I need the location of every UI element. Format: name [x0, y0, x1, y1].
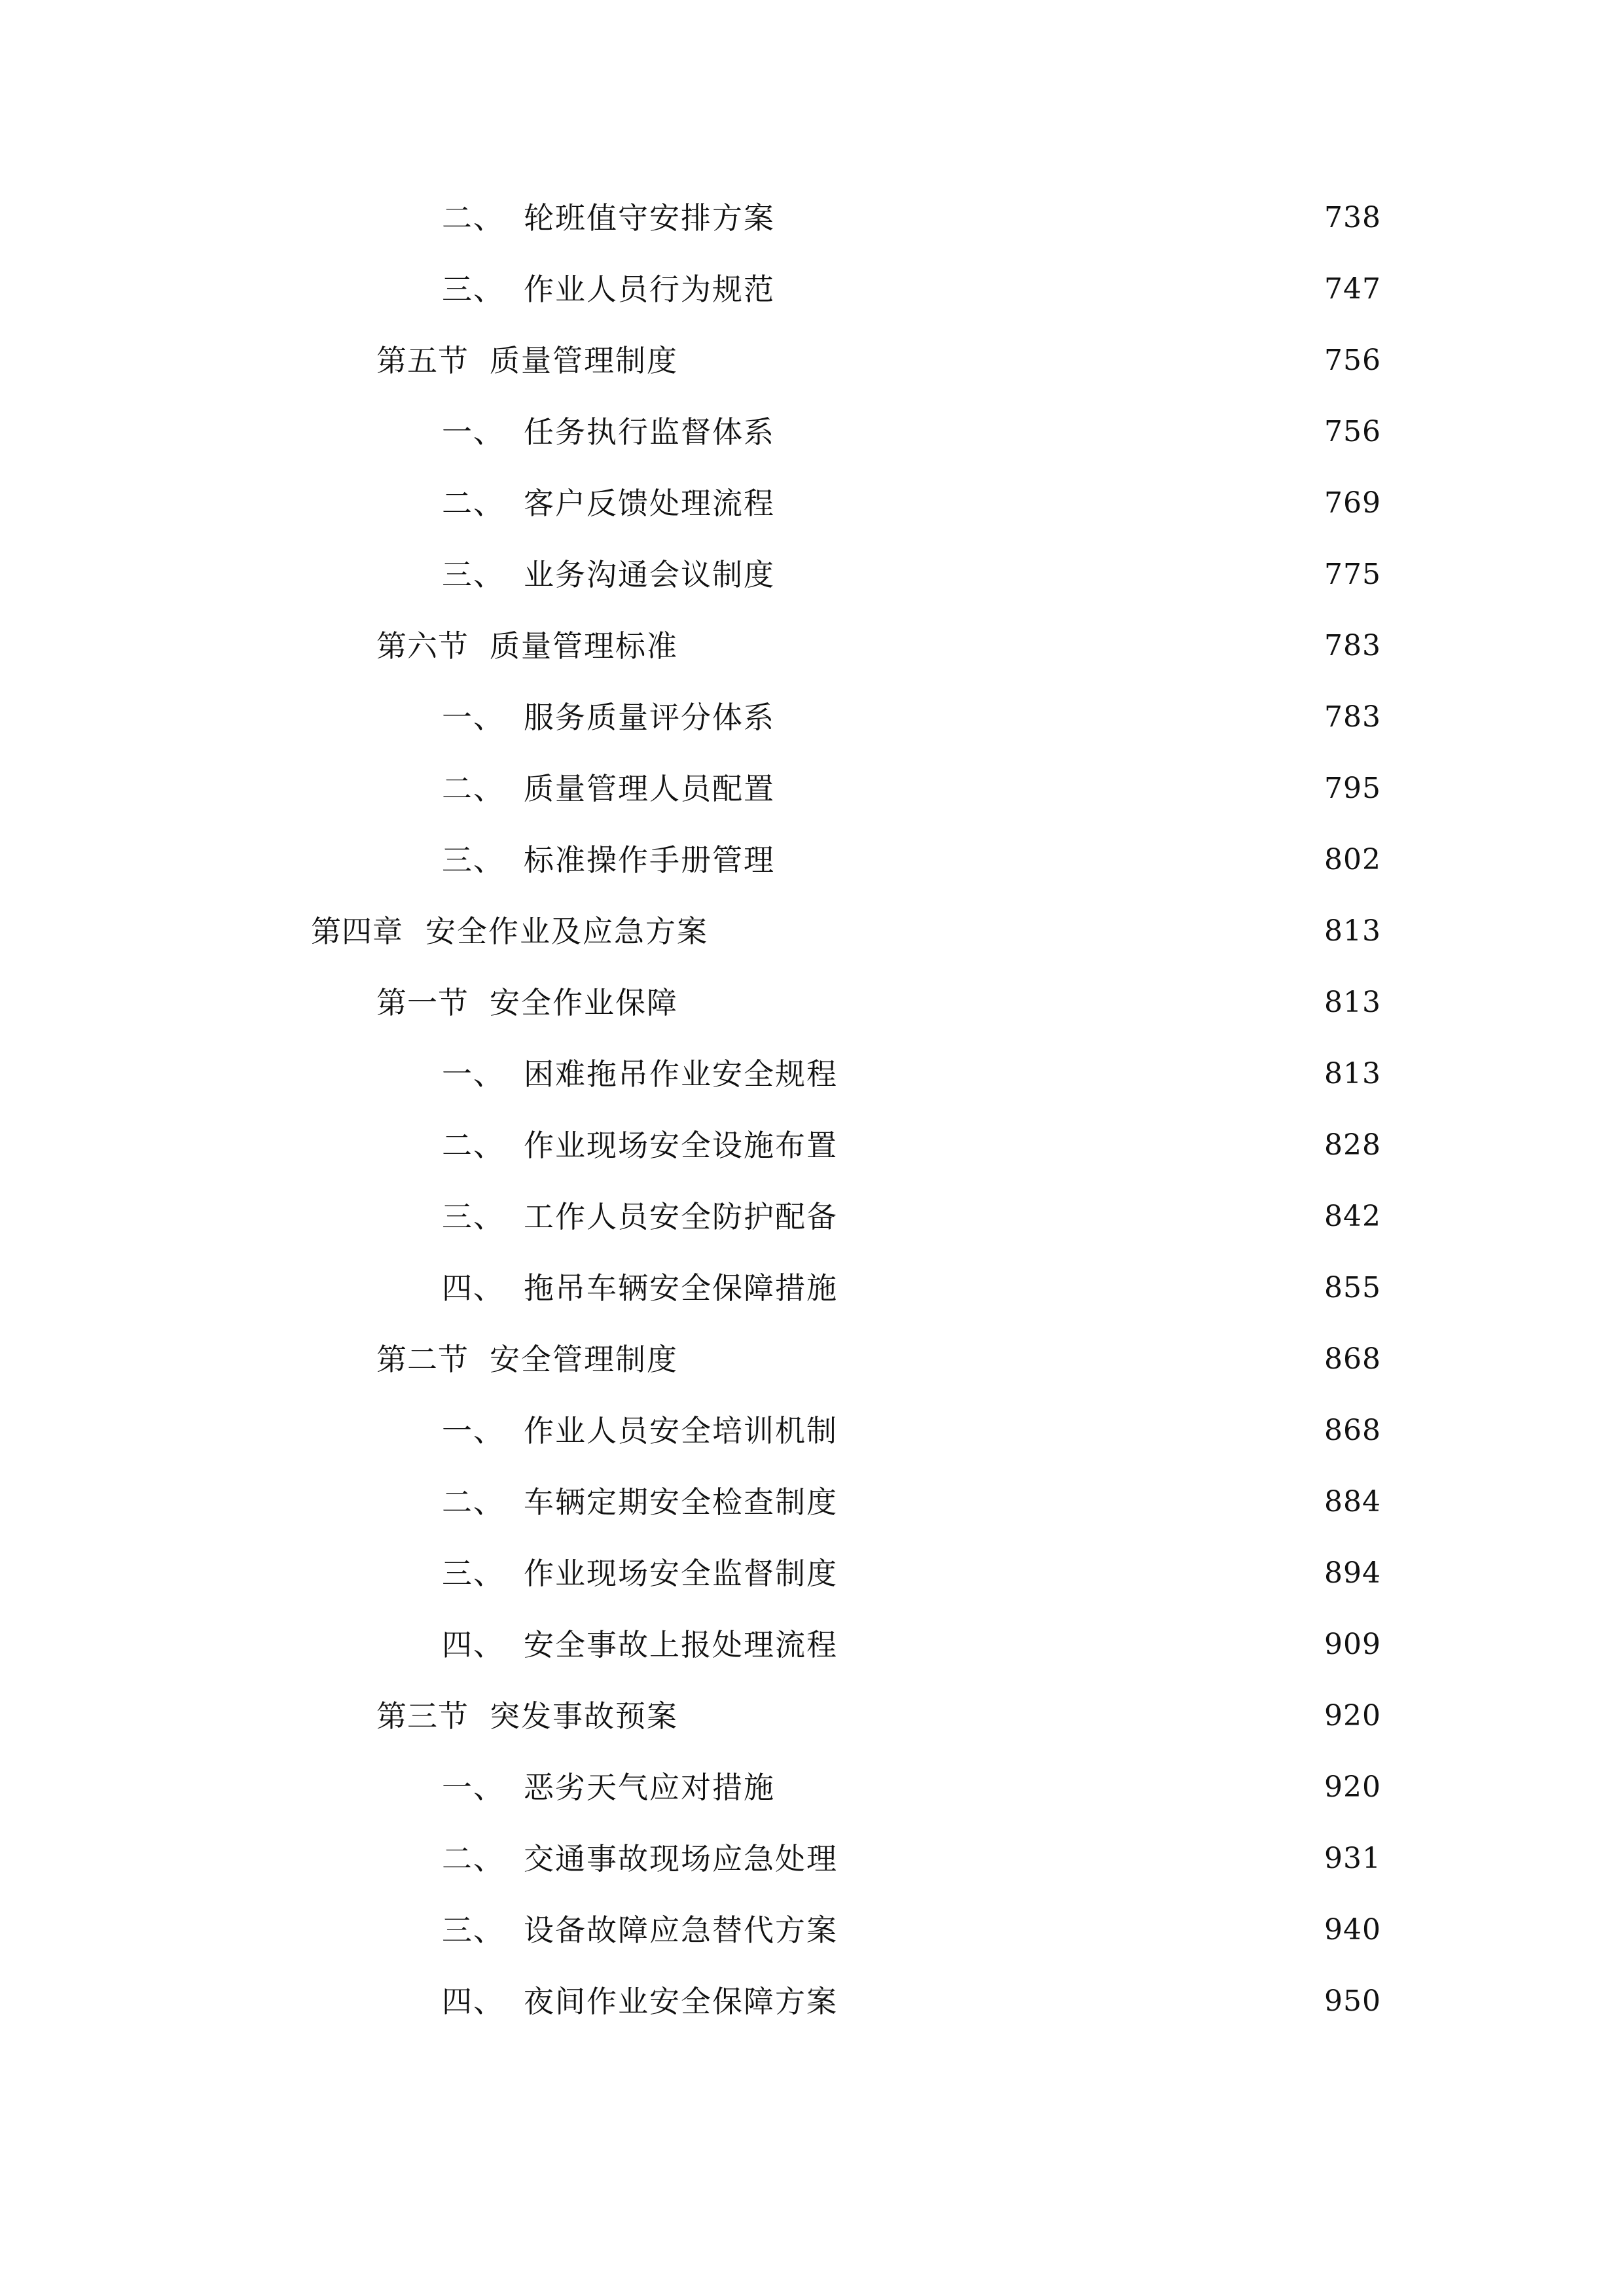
toc-entry-page: 868 [1324, 1414, 1381, 1447]
toc-entry-page: 813 [1324, 1057, 1381, 1090]
toc-entry-page: 842 [1324, 1200, 1381, 1233]
toc-entry-number: 一、 [442, 414, 505, 450]
toc-entry-title: 夜间作业安全保障方案 [524, 1984, 838, 2019]
toc-entry-number: 二、 [442, 1128, 505, 1163]
toc-entry-number: 第五节 [376, 343, 469, 378]
toc-entry-number: 第三节 [376, 1698, 469, 1734]
toc-entry[interactable] [442, 762, 1381, 815]
toc-entry-page: 909 [1324, 1628, 1381, 1661]
toc-entry-title: 恶劣天气应对措施 [524, 1770, 775, 1805]
toc-entry-title: 作业人员安全培训机制 [524, 1413, 838, 1448]
dot-leader [780, 548, 1315, 601]
toc-entry-page: 813 [1324, 914, 1381, 948]
toc-entry-page: 950 [1324, 1984, 1381, 2018]
toc-entry[interactable] [376, 977, 1381, 1029]
dot-leader [683, 1333, 1315, 1386]
toc-entry[interactable] [442, 1904, 1381, 1956]
toc-entry[interactable] [442, 1833, 1381, 1885]
dot-leader [843, 1904, 1315, 1956]
toc-entry-number: 第一节 [376, 985, 469, 1020]
toc-entry-page: 783 [1324, 629, 1381, 662]
toc-entry-number: 一、 [442, 700, 505, 735]
toc-entry[interactable] [442, 1119, 1381, 1172]
toc-entry-page: 931 [1324, 1842, 1381, 1875]
toc-entry-title: 服务质量评分体系 [524, 700, 775, 735]
toc-entry-title: 安全管理制度 [490, 1342, 678, 1377]
toc-entry-number: 一、 [442, 1056, 505, 1092]
toc-entry-title: 作业现场安全监督制度 [524, 1556, 838, 1591]
toc-entry-title: 作业现场安全设施布置 [524, 1128, 838, 1163]
toc-entry-title: 设备故障应急替代方案 [524, 1912, 838, 1948]
toc-entry-number: 第四章 [311, 914, 403, 949]
toc-entry-number: 三、 [442, 1199, 505, 1234]
toc-entry-title: 客户反馈处理流程 [524, 486, 775, 521]
toc-entry[interactable] [442, 1405, 1381, 1457]
dot-leader [780, 406, 1315, 458]
toc-entry-page: 769 [1324, 486, 1381, 520]
toc-entry-title: 工作人员安全防护配备 [524, 1199, 838, 1234]
dot-leader [843, 1191, 1315, 1243]
toc-entry-title: 作业人员行为规范 [524, 272, 775, 307]
toc-entry-page: 756 [1324, 415, 1381, 448]
dot-leader [683, 1690, 1315, 1742]
toc-entry-page: 747 [1324, 272, 1381, 306]
toc-entry-page: 894 [1324, 1556, 1381, 1590]
toc-entry-title: 拖吊车辆安全保障措施 [524, 1270, 838, 1306]
toc-entry-number: 三、 [442, 272, 505, 307]
toc-entry[interactable] [311, 905, 1381, 958]
toc-entry-number: 四、 [442, 1627, 505, 1662]
toc-entry-number: 四、 [442, 1984, 505, 2019]
toc-entry-number: 二、 [442, 486, 505, 521]
toc-entry-title: 轮班值守安排方案 [524, 200, 775, 236]
toc-entry-number: 四、 [442, 1270, 505, 1306]
toc-entry-title: 标准操作手册管理 [524, 842, 775, 878]
toc-entry[interactable] [376, 620, 1381, 672]
toc-entry-number: 一、 [442, 1770, 505, 1805]
toc-entry-page: 828 [1324, 1128, 1381, 1162]
toc-entry-number: 一、 [442, 1413, 505, 1448]
dot-leader [843, 1476, 1315, 1528]
toc-entry-page: 855 [1324, 1271, 1381, 1304]
dot-leader [843, 1833, 1315, 1885]
toc-entry[interactable] [376, 1333, 1381, 1386]
toc-entry[interactable] [442, 1547, 1381, 1600]
toc-entry[interactable] [376, 334, 1381, 387]
dot-leader [843, 1119, 1315, 1172]
toc-entry-page: 940 [1324, 1913, 1381, 1946]
dot-leader [843, 1262, 1315, 1314]
toc-entry-page: 795 [1324, 772, 1381, 805]
toc-entry[interactable] [442, 548, 1381, 601]
dot-leader [780, 834, 1315, 886]
toc-entry-number: 第二节 [376, 1342, 469, 1377]
toc-entry-page: 738 [1324, 201, 1381, 234]
dot-leader [843, 1405, 1315, 1457]
toc-entry-title: 交通事故现场应急处理 [524, 1841, 838, 1876]
toc-entry-page: 775 [1324, 558, 1381, 591]
toc-entry-page: 920 [1324, 1770, 1381, 1804]
toc-entry[interactable] [442, 834, 1381, 886]
toc-entry[interactable] [442, 1262, 1381, 1314]
dot-leader [780, 477, 1315, 529]
dot-leader [843, 1547, 1315, 1600]
toc-entry-number: 二、 [442, 200, 505, 236]
toc-entry-page: 884 [1324, 1485, 1381, 1518]
dot-leader [683, 620, 1315, 672]
dot-leader [780, 762, 1315, 815]
toc-entry-number: 三、 [442, 842, 505, 878]
dot-leader [683, 977, 1315, 1029]
dot-leader [843, 1619, 1315, 1671]
toc-entry-title: 安全事故上报处理流程 [524, 1627, 838, 1662]
dot-leader [843, 1975, 1315, 2028]
dot-leader [683, 334, 1315, 387]
toc-entry-page: 783 [1324, 700, 1381, 734]
toc-entry-page: 920 [1324, 1699, 1381, 1732]
toc-entry[interactable] [376, 1690, 1381, 1742]
dot-leader [780, 691, 1315, 744]
toc-entry[interactable] [442, 1476, 1381, 1528]
toc-entry-number: 二、 [442, 1841, 505, 1876]
toc-entry[interactable] [442, 192, 1381, 244]
toc-entry-title: 质量管理人员配置 [524, 771, 775, 806]
toc-entry[interactable] [442, 691, 1381, 744]
toc-entry-page: 756 [1324, 344, 1381, 377]
toc-entry[interactable] [442, 1191, 1381, 1243]
toc-entry-title: 车辆定期安全检查制度 [524, 1484, 838, 1520]
dot-leader [843, 1048, 1315, 1100]
toc-entry-title: 安全作业保障 [490, 985, 678, 1020]
toc-entry-number: 三、 [442, 1556, 505, 1591]
dot-leader [713, 905, 1315, 958]
toc-entry-number: 二、 [442, 771, 505, 806]
dot-leader [780, 192, 1315, 244]
toc-entry-title: 安全作业及应急方案 [425, 914, 708, 949]
toc-entry-title: 突发事故预案 [490, 1698, 678, 1734]
toc-entry-title: 质量管理标准 [490, 628, 678, 664]
toc-entry-title: 任务执行监督体系 [524, 414, 775, 450]
toc-entry[interactable] [442, 1619, 1381, 1671]
toc-entry[interactable] [442, 1048, 1381, 1100]
toc-entry-title: 质量管理制度 [490, 343, 678, 378]
toc-entry[interactable] [442, 263, 1381, 315]
toc-entry[interactable] [442, 477, 1381, 529]
toc-entry-title: 业务沟通会议制度 [524, 557, 775, 592]
toc-entry-page: 868 [1324, 1342, 1381, 1376]
toc-entry-number: 三、 [442, 1912, 505, 1948]
dot-leader [780, 1761, 1315, 1814]
toc-entry[interactable] [442, 1975, 1381, 2028]
dot-leader [780, 263, 1315, 315]
toc-entry-page: 802 [1324, 843, 1381, 876]
toc-entry[interactable] [442, 406, 1381, 458]
toc-entry-title: 困难拖吊作业安全规程 [524, 1056, 838, 1092]
toc-entry-number: 二、 [442, 1484, 505, 1520]
toc-entry-page: 813 [1324, 986, 1381, 1019]
toc-entry-number: 三、 [442, 557, 505, 592]
toc-entry-number: 第六节 [376, 628, 469, 664]
toc-entry[interactable] [442, 1761, 1381, 1814]
